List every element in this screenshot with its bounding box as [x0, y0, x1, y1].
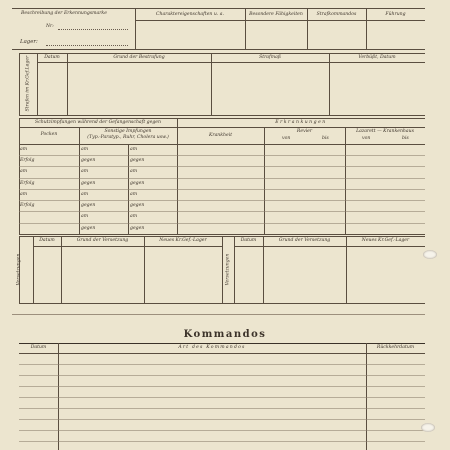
punishments-col-date: Datum	[44, 55, 60, 60]
header-top-rule	[12, 8, 425, 9]
header-sub-rule	[135, 20, 425, 21]
table-row	[19, 166, 425, 167]
transfers-bottom-rule	[19, 303, 425, 304]
punishments-divider	[211, 53, 212, 115]
transfers-col-reason: Grund der Versetzung	[76, 238, 129, 243]
transfers-side-label-left: Versetzungen	[16, 253, 22, 286]
lager-field[interactable]	[46, 45, 128, 46]
punishments-col-reason: Grund der Bestrafung	[113, 55, 165, 60]
transfers-divider	[346, 236, 347, 303]
punishments-top-rule	[19, 53, 425, 54]
vacc-row-right: gegen	[130, 226, 145, 231]
transfers-divider	[144, 236, 145, 303]
transfers-col-reason: Grund der Versetzung	[278, 238, 331, 243]
vacc-row-right: am	[130, 147, 138, 152]
illness-revier-to: bis	[322, 136, 329, 141]
table-row	[19, 386, 425, 387]
vacc-row-mid: am	[81, 214, 89, 219]
kommandos-col-type: Art des Kommandos	[178, 345, 246, 350]
vacc-row-label: Erfolg	[20, 158, 35, 163]
vacc-row-right: am	[130, 214, 138, 219]
punishments-divider	[67, 53, 68, 115]
table-row	[19, 200, 425, 201]
transfers-divider	[33, 236, 34, 303]
kommandos-col-return: Rückkehrdatum	[376, 345, 415, 350]
vacc-row-mid: gegen	[81, 158, 96, 163]
vacc-row-label: Erfolg	[20, 181, 35, 186]
punishments-divider	[329, 53, 330, 115]
table-row	[19, 408, 425, 409]
punishments-col-penalty: Strafmaß	[259, 55, 281, 60]
description-label: Beschreibung der Erkennungsmarke	[21, 11, 107, 16]
transfers-col-camp: Neues Kr.Gef.-Lager	[361, 238, 410, 243]
kommandos-title: Kommandos	[183, 329, 267, 340]
table-row	[19, 364, 425, 365]
transfers-col-camp: Neues Kr.Gef.-Lager	[159, 238, 207, 243]
transfers-divider	[263, 236, 264, 303]
character-label: Charaktereigenschaften u. a.	[156, 12, 224, 17]
vacc-row-mid: am	[81, 147, 89, 152]
abilities-label: Besondere Fähigkeiten	[249, 12, 303, 17]
illness-divider	[264, 127, 265, 234]
vacc-row-label: am	[20, 147, 28, 152]
illness-col-lazarett: Lazarett — Krankenhaus	[356, 129, 414, 134]
vacc-row-label: am	[20, 192, 28, 197]
vacc-row-mid: gegen	[81, 181, 96, 186]
nr-label: Nr:	[46, 24, 54, 29]
table-row	[19, 397, 425, 398]
vacc-row-mid: gegen	[81, 203, 96, 208]
punch-hole	[421, 423, 435, 432]
illness-section-title: Erkrankungen	[275, 120, 327, 125]
vacc-col-sonstige: Sonstige Impfungen	[104, 129, 152, 134]
vacc-divider	[79, 127, 80, 234]
vacc-row-right: gegen	[130, 181, 145, 186]
table-row	[19, 211, 425, 212]
kommandos-col-date: Datum	[30, 345, 47, 350]
illness-lazarett-from: von	[362, 136, 371, 141]
punch-hole	[423, 250, 437, 259]
vacc-row-right: am	[130, 169, 138, 174]
illness-col-revier: Revier	[296, 129, 313, 134]
transfers-side-label-right: Versetzungen	[225, 253, 231, 286]
table-row	[19, 430, 425, 431]
lager-label: Lager:	[20, 39, 38, 45]
fold-line	[12, 314, 425, 315]
leadership-label: Führung	[385, 12, 406, 17]
punishments-header-rule	[37, 62, 425, 63]
vacc-row-mid: am	[81, 169, 89, 174]
nr-field[interactable]	[58, 29, 128, 30]
table-row	[19, 178, 425, 179]
illness-lazarett-to: bis	[402, 136, 409, 141]
table-row	[19, 189, 425, 190]
vacc-top-rule	[19, 118, 425, 119]
vacc-bottom-rule	[19, 234, 425, 235]
special-label: Strafkommandos	[316, 12, 357, 17]
vacc-row-mid: gegen	[81, 226, 96, 231]
transfers-col-date: Datum	[240, 238, 257, 243]
vacc-row-right: gegen	[130, 203, 145, 208]
vacc-row-label: Erfolg	[20, 203, 35, 208]
punishments-bottom-rule	[19, 115, 425, 116]
kommandos-top-rule	[19, 343, 425, 344]
illness-col-disease: Krankheit	[208, 133, 233, 138]
illness-divider	[345, 127, 346, 234]
vacc-col-sonstige-sub: (Typ.-Paratyp., Ruhr, Cholera usw.)	[87, 135, 169, 140]
table-row	[19, 441, 425, 442]
vacc-section-title: Schutzimpfungen während der Gefangenschaft gegen	[35, 120, 161, 125]
vacc-col-pocken: Pocken	[40, 132, 58, 137]
vacc-row-right: gegen	[130, 158, 145, 163]
illness-revier-from: von	[282, 136, 291, 141]
transfers-divider	[222, 236, 223, 303]
table-row	[19, 223, 425, 224]
transfers-divider	[61, 236, 62, 303]
vacc-row-label: am	[20, 169, 28, 174]
punishments-col-served: Verbüßt, Datum	[358, 55, 396, 60]
punishments-side-label: Strafen im Kr.Gef.Lager	[25, 55, 31, 112]
transfers-divider	[234, 236, 235, 303]
table-row	[19, 375, 425, 376]
vacc-row-mid: am	[81, 192, 89, 197]
vacc-row-right: am	[130, 192, 138, 197]
transfers-col-date: Datum	[39, 238, 55, 243]
header-bottom-rule	[12, 49, 425, 50]
kommandos-header-rule	[19, 353, 425, 354]
punishments-left-border	[19, 53, 20, 115]
table-row	[19, 419, 425, 420]
table-row	[19, 155, 425, 156]
punishments-divider	[37, 53, 38, 115]
